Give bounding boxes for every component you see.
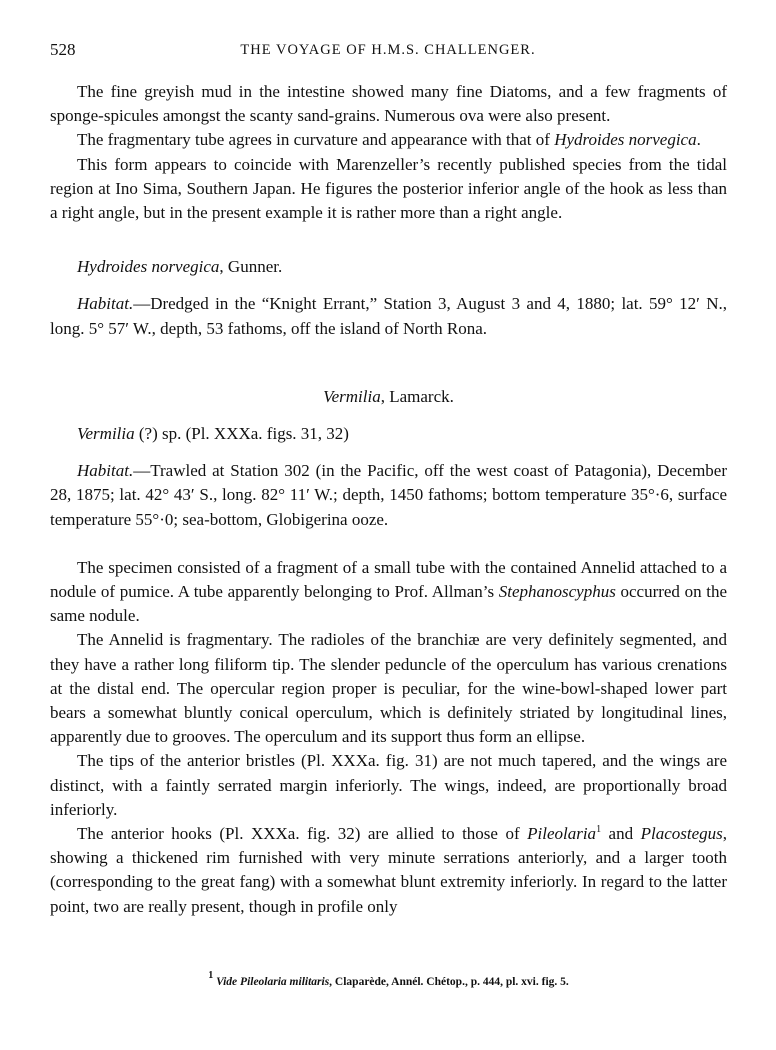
species-heading: Hydroides norvegica, Gunner. xyxy=(77,257,283,277)
footnote-ref[interactable]: 1 xyxy=(596,824,602,836)
main-text xyxy=(50,80,727,919)
genus-heading: Vermilia, Lamarck. xyxy=(323,386,454,406)
paragraph: The Annelid is fragmentary. The radioles of the branchiæ are very definitely segmented, and they have a rather long filiform tip. The slender peduncle of the operculum has various crenations at the distal end. The opercular region proper is peculiar, for the wine-bowl-shaped lower part bears a somewhat bluntly conical operculum, which is definitely striated by longitudinal lines, apparently due to grooves. The operculum and its support thus form an ellipse. xyxy=(50,630,727,747)
footnote: $^1$ Vide Pileolaria militaris, Claparède, Annél. Chétop., p. 444, pl. xvi. fig. 5. xyxy=(208,970,569,988)
genus-name: Pileolaria xyxy=(527,824,597,844)
page-header xyxy=(50,40,726,64)
paragraph: This form appears to coincide with Marenzeller’s recently published species from the tidal region at Ino Sima, Southern Japan. He figures the posterior inferior angle of the hook as less than a right angle, but in the present example it is rather more than a right angle. xyxy=(50,154,727,223)
species-name: Hydroides norvegica xyxy=(554,130,697,150)
habitat-paragraph: Habitat.—Dredged in the “Knight Errant,” Station 3, August 3 and 4, 1880; lat. 59° 12′ N., long. 5° 57′ W., depth, 53 fathoms, off the island of North Rona. xyxy=(50,294,727,338)
genus-name: Stephanoscyphus xyxy=(498,582,616,602)
paragraph: The anterior hooks (Pl. XXXa. fig. 32) are allied to those of Pileolaria$^1$ and Placostegus, showing a thickened rim furnished with very minute serrations anteriorly, and a larger tooth (corresponding to the great fang) with a somewhat blunt extremity inferiorly. In regard to the latter point, two are really present, though in profile only xyxy=(50,824,727,916)
paragraph: The tips of the anterior bristles (Pl. XXXa. fig. 31) are not much tapered, and the wings are distinct, with a faintly serrated margin inferiorly. The wings, indeed, are proportionally broad inferiorly. xyxy=(50,751,727,819)
habitat-paragraph: Habitat.—Trawled at Station 302 (in the Pacific, off the west coast of Patagonia), December 28, 1875; lat. 42° 43′ S., long. 82° 11′ W.; depth, 1450 fathoms; bottom temperature 35°·6, surface temperature 55°·0; sea-bottom, Globigerina ooze. xyxy=(50,461,727,529)
species-heading: Vermilia (?) sp. (Pl. XXXa. figs. 31, 32) xyxy=(77,424,349,444)
paragraph: The fine greyish mud in the intestine showed many fine Diatoms, and a few fragments of sponge-spicules amongst the scanty sand-grains. Numerous ova were also present. xyxy=(50,82,727,126)
running-title: THE VOYAGE OF H.M.S. CHALLENGER. xyxy=(240,42,536,58)
paragraph: The specimen consisted of a fragment of a small tube with the contained Annelid attached to a nodule of pumice. A tube apparently belonging to Prof. Allman’s Stephanoscyphus occurred on the same nodule. xyxy=(50,557,727,626)
genus-name: Placostegus xyxy=(640,824,723,844)
footnote-mark: 1 xyxy=(208,970,214,981)
page-number: 528 xyxy=(50,40,76,59)
paragraph: The fragmentary tube agrees in curvature and appearance with that of Hydroides norvegica. xyxy=(77,130,701,150)
